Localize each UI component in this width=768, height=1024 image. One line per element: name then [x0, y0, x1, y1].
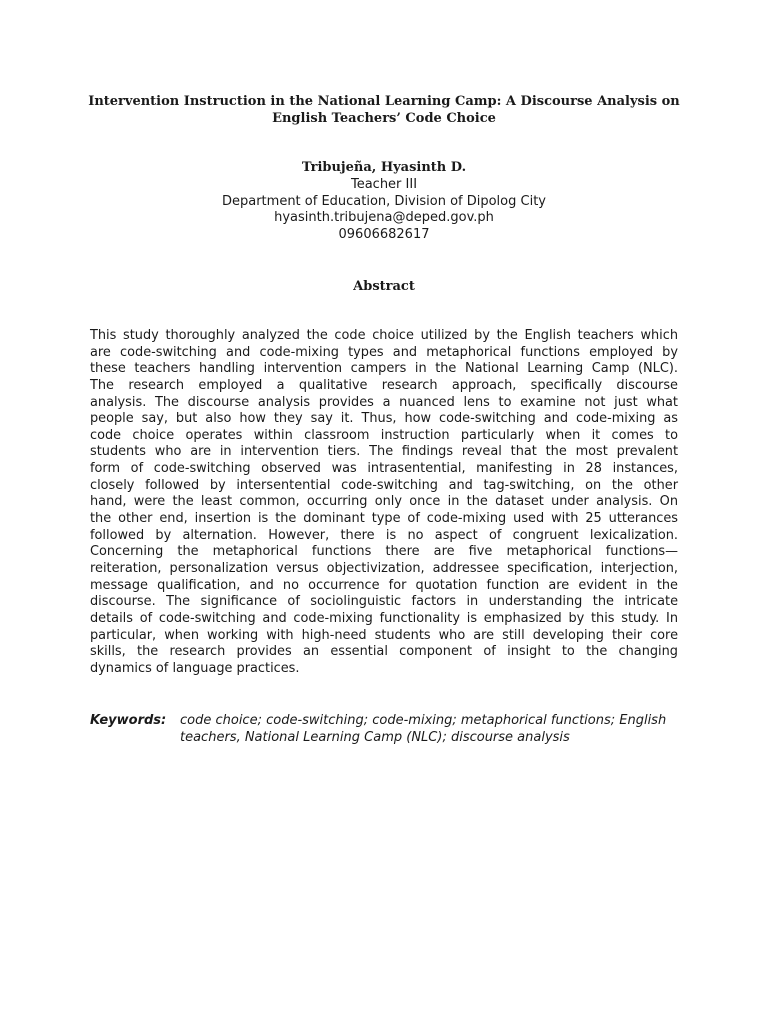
author-phone: 09606682617: [338, 226, 430, 242]
abstract-line: analysis. The discourse analysis provides a nuanced lens to examine not just what: [90, 394, 678, 410]
abstract-line: dynamics of language practices.: [90, 660, 300, 676]
abstract-line: particular, when working with high-need students who are still developing their core: [90, 627, 678, 643]
author-email: hyasinth.tribujena@deped.gov.ph: [274, 210, 494, 225]
abstract-heading: Abstract: [353, 279, 415, 294]
abstract-line: Concerning the metaphorical functions there are five metaphorical functions—: [90, 544, 678, 560]
abstract-line: This study thoroughly analyzed the code choice utilized by the English teachers which: [90, 328, 678, 343]
abstract-line: reiteration, personalization versus objectivization, addressee specification, interjection,: [90, 560, 678, 576]
abstract-line: details of code-switching and code-mixing functionality is emphasized by this study. In: [90, 610, 678, 626]
abstract-line: the other end, insertion is the dominant type of code-mixing used with 25 utterances: [90, 511, 678, 527]
keywords-line: teachers, National Learning Camp (NLC); discourse analysis: [180, 730, 570, 745]
abstract-line: skills, the research provides an essential component of insight to the changing: [90, 644, 678, 660]
paper-title: [60, 93, 708, 127]
paper-title-line: English Teachers’ Code Choice: [272, 111, 496, 126]
abstract-line: message qualification, and no occurrence for quotation function are evident in the: [90, 577, 678, 593]
keywords-line: code choice; code-switching; code-mixing; metaphorical functions; English: [180, 713, 667, 728]
abstract-body: [90, 328, 678, 677]
abstract-line: these teachers handling intervention campers in the National Learning Camp (NLC).: [90, 361, 678, 377]
abstract-line: The research employed a qualitative research approach, specifically discourse: [90, 377, 678, 393]
abstract-line: are code-switching and code-mixing types and metaphorical functions employed by: [90, 344, 678, 360]
author-position: Teacher III: [350, 177, 418, 192]
abstract-line: discourse. The significance of sociolinguistic factors in understanding the intricate: [90, 594, 678, 610]
paper-title-line: Intervention Instruction in the National Learning Camp: A Discourse Analysis on: [88, 94, 680, 109]
abstract-line: form of code-switching observed was intrasentential, manifesting in 28 instances,: [90, 461, 678, 477]
abstract-line: students who are in intervention tiers. The findings reveal that the most prevalent: [90, 444, 678, 460]
abstract-line: hand, were the least common, occurring only once in the dataset under analysis. On: [90, 494, 678, 510]
abstract-line: code choice operates within classroom instruction particularly when it comes to: [90, 427, 678, 443]
abstract-line: closely followed by intersentential code-switching and tag-switching, on the other: [90, 477, 678, 493]
abstract-line: followed by alternation. However, there is no aspect of congruent lexicalization.: [90, 527, 678, 543]
abstract-line: people say, but also how they say it. Thus, how code-switching and code-mixing as: [90, 411, 678, 427]
author-name: Tribujeña, Hyasinth D.: [301, 160, 467, 175]
keywords-list: [180, 712, 680, 746]
author-block: [60, 159, 708, 243]
keywords-label: Keywords:: [90, 713, 167, 728]
author-affiliation: Department of Education, Division of Dipolog City: [221, 193, 546, 209]
